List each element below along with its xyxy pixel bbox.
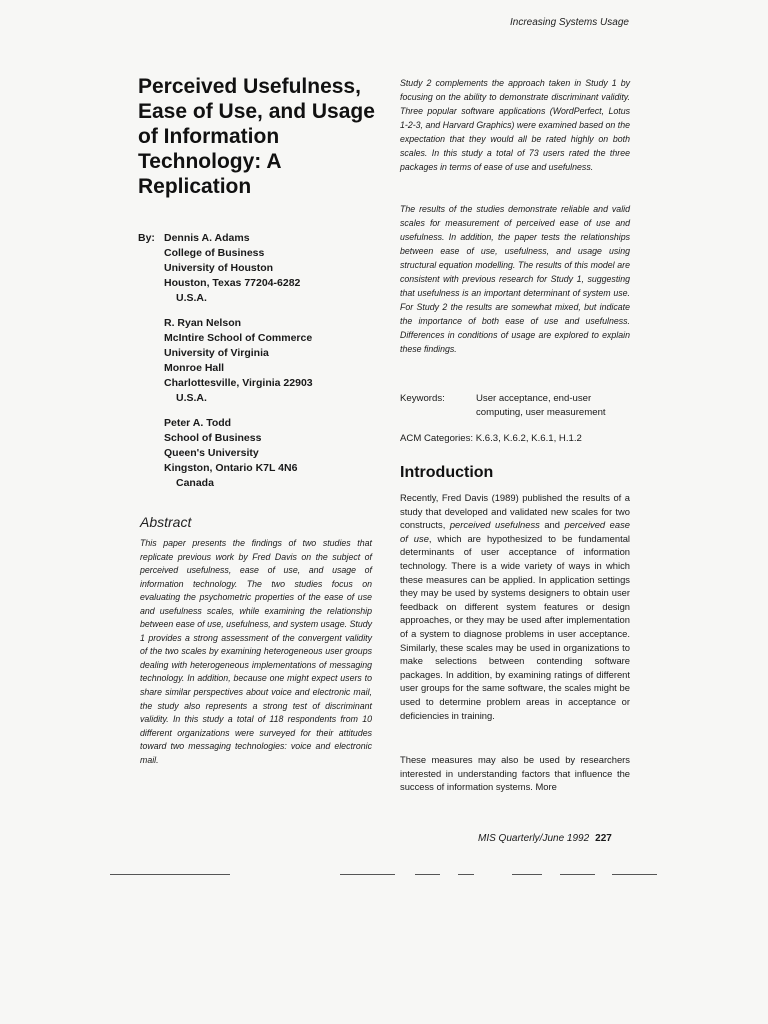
- author-block-3: [164, 416, 383, 491]
- scan-artifact-line: [458, 874, 474, 875]
- abstract-paragraph-3: The results of the studies demonstrate reliable and valid scales for measurement of perceived ease of use and usefulness. In addition, the paper tests the relationships between ease of use, usefulness, and usage using structural equation modelling. The results of this model are consistent with previous research for Study 1, suggesting that usefulness is an important determinant of system use. For Study 2 the results are somewhat mixed, but indicate the importance of both ease of use and usefulness. Differences in conditions of usage are explored to explain these findings.: [400, 204, 630, 354]
- author-affiliation: University of Virginia: [164, 347, 269, 359]
- abstract-paragraph-1: This paper presents the findings of two studies that replicate previous work by Fred Davis on the subject of perceived usefulness, ease of use, and usage of information technology. The two studies focus on evaluating the psychometric properties of the ease of use and usefulness scales, while examining the relationship between ease of use, usefulness, and system usage. Study 1 provides a strong assessment of the convergent validity of the two scales by examining heterogeneous user groups dealing with heterogeneous implementations of messaging technology. In addition, because one might expect users to share similar perspectives about voice and electronic mail, the study also represents a strong test of discriminant validity. In this study a total of 118 respondents from 10 different organizations were surveyed for their attitudes toward two messaging technologies: voice and electronic mail.: [140, 538, 372, 765]
- keywords-value: User acceptance, end-user computing, user measurement: [476, 393, 606, 418]
- scan-artifact-line: [512, 874, 542, 875]
- journal-issue: MIS Quarterly/June 1992: [478, 833, 590, 844]
- scan-artifact-line: [415, 874, 440, 875]
- author-address: Houston, Texas 77204-6282: [164, 277, 301, 289]
- scan-artifact-line: [560, 874, 595, 875]
- author-address: Charlottesville, Virginia 22903: [164, 377, 313, 389]
- author-affiliation: School of Business: [164, 432, 262, 444]
- author-affiliation: University of Houston: [164, 262, 274, 274]
- intro-text-segment: , which are hypothesized to be fundamental determinants of user acceptance of information technology. There is a wide variety of ways in which these measures can be applied. In application settings they may be used by systems designers to obtain user feedback on different system features or design approaches, or they may be used after implementation of a system to diagnose problems in user acceptance. Similarly, these scales may be used in organizations to make selections between contending software packages. In addition, by examining ratings of different user groups for the same software, the scales might be used to determine problem areas in acceptance or deficiencies in training.: [400, 532, 630, 721]
- author-country: Canada: [176, 477, 214, 489]
- author-country: U.S.A.: [176, 392, 207, 404]
- author-affiliation: McIntire School of Commerce: [164, 332, 313, 344]
- author-country: U.S.A.: [176, 292, 207, 304]
- author-name: Peter A. Todd: [164, 417, 232, 429]
- author-block-1: [164, 231, 383, 306]
- author-address: Monroe Hall: [164, 362, 225, 374]
- keywords: [400, 392, 630, 420]
- scan-artifact-line: [612, 874, 657, 875]
- scan-artifact-line: [110, 874, 230, 875]
- author-affiliation: College of Business: [164, 247, 265, 259]
- author-list: [138, 231, 383, 501]
- intro-text-segment: and: [539, 519, 565, 531]
- intro-text-segment: Recently, Fred Davis (1989) published the results of a study that developed and validated new scales for two constructs,: [400, 492, 630, 531]
- by-label: By:: [138, 232, 155, 244]
- author-block-2: [164, 316, 383, 406]
- author-name: R. Ryan Nelson: [164, 317, 242, 329]
- page-number: 227: [595, 833, 612, 844]
- abstract-paragraph-2: Study 2 complements the approach taken in Study 1 by focusing on the ability to demonstrate discriminant validity. Three popular software applications (WordPerfect, Lotus 1-2-3, and Harvard Graphics) were examined based on the expectation that they would all be rated highly on both scales. In this study a total of 73 users rated the three packages in terms of ease of use and usefulness.: [400, 78, 630, 172]
- intro-emphasis: perceived ease of use: [400, 519, 630, 544]
- author-affiliation: Queen's University: [164, 447, 259, 459]
- scan-artifact-line: [340, 874, 395, 875]
- paper-title: Perceived Usefulness, Ease of Use, and Usage of Information Technology: A Replication: [138, 75, 375, 198]
- page-footer: [478, 833, 612, 844]
- acm-categories: ACM Categories: K.6.3, K.6.2, K.6.1, H.1.2: [400, 433, 582, 444]
- introduction-paragraph-1: [400, 491, 630, 722]
- author-address: Kingston, Ontario K7L 4N6: [164, 462, 298, 474]
- intro-emphasis: perceived usefulness: [449, 519, 540, 531]
- author-name: Dennis A. Adams: [164, 232, 250, 244]
- abstract-heading: Abstract: [140, 514, 192, 530]
- keywords-label: Keywords:: [400, 393, 445, 404]
- introduction-heading: Introduction: [400, 464, 494, 481]
- introduction-paragraph-2: These measures may also be used by researchers interested in understanding factors that influence the success of information systems. More: [400, 754, 630, 793]
- running-head: Increasing Systems Usage: [510, 17, 629, 28]
